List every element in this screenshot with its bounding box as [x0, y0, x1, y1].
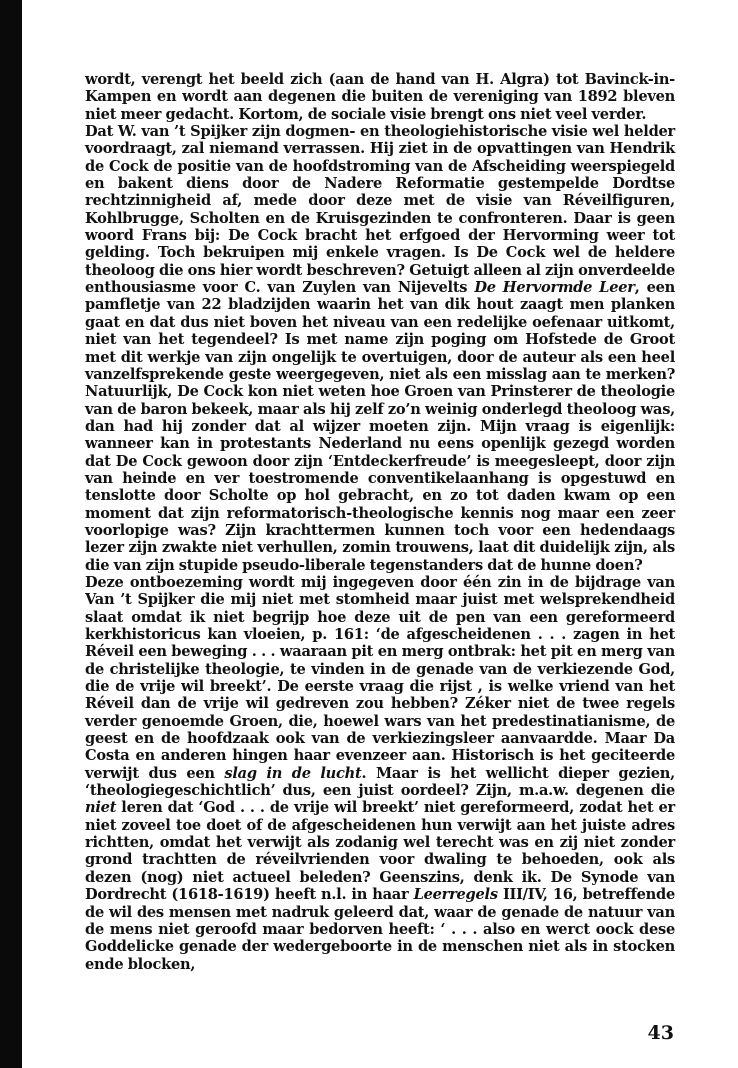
- italic-segment: slag in de lucht: [224, 764, 362, 782]
- scan-edge-shadow: [0, 0, 22, 1068]
- body-text: [85, 71, 675, 973]
- text-segment: Dat W. van ’t Spijker zijn dogmen- en theologiehistorische visie wel helder voordraagt, zal niemand verrassen. Hij ziet in de opvattingen van Hendrik de Cock de positie van de hoofdstroming van de Afscheiding weerspiegeld en bakent diens door de Nadere Reformatie gestempelde Dordtse rechtzinnigheid af, mede door deze met de visie van Réveilfiguren, Kohlbrugge, Scholten en de Kruisgezinden te confronteren. Daar is geen woord Frans bij: De Cock bracht het erfgoed der Hervorming weer tot gelding. Toch bekruipen mij enkele vragen. Is De Cock wel de heldere theoloog die ons hier wordt beschreven? Getuigt alleen al zijn onverdeelde enthousiasme voor C. van Zuylen van Nijevelts: [85, 123, 675, 297]
- text-segment: III/IV, 16, betreffende de wil des mensen met nadruk geleerd dat, waar de genade de natuur van de mens niet geroofd maar bedorven heeft: ‘ . . . also en werct oock desе Goddelicke genade der wedergeboorte in de menschen niet als in stocken ende blocken,: [85, 886, 675, 973]
- page-number: 43: [647, 1022, 674, 1044]
- paragraph: [85, 574, 675, 973]
- text-segment: leren dat ‘God . . . de vrije wil breekt’ niet gereformeerd, zodat het er niet zoveel toe doet of de afgescheidenen hun verwijt aan het juiste adres richtten, omdat het verwijt als zodanig wel terecht was en zij niet zonder grond trachtten de réveilvrienden voor dwaling te behoeden, ook als dezen (nog) niet actueel beleden? Geenszins, denk ik. De Synode van Dordrecht (1618-1619) heeft n.l. in haar: [85, 799, 675, 904]
- italic-segment: Leerregels: [413, 886, 498, 904]
- paragraph: [85, 123, 675, 574]
- italic-segment: De Hervormde Leer: [474, 279, 635, 297]
- italic-segment: niet: [85, 799, 117, 817]
- text-segment: Deze ontboezeming wordt mij ingegeven door één zin in de bijdrage van Van ’t Spijker die mij niet met stomheid maar juist met welsprekendheid slaat omdat ik niet begrijp hoe deze uit de pen van een gereformeerd kerkhistoricus kan vloeien, p. 161: ‘de afgescheidenen . . . zagen in het Réveil een beweging . . . waaraan pit en merg ontbrak: het pit en merg van de christelijke theologie, te vinden in de genade van de verkiezende God, die de vrije wil breekt’. De eerste vraag die rijst , is welke vriend van het Réveil dan de vrije wil gedreven zou hebben? Zéker niet de twee regels verder genoemde Groen, die, hoewel wars van het predestinatianisme, de geest en de hoofdzaak ook van de verkiezingsleer aanvaardde. Maar Da Costa en anderen hingen haar evenzeer aan. Historisch is het geciteerde verwijt dus een: [85, 573, 675, 782]
- text-segment: , een pamfletje van 22 bladzijden waarin het van dik hout zaagt men planken gaat en dat dus niet boven het niveau van een redelijke oefenaar uitkomt, niet van het tegendeel? Is met name zijn poging om Hofstede de Groot met dit werkje van zijn ongelijk te overtuigen, door de auteur als een heel vanzelfsprekende geste weergegeven, niet als een misslag aan te merken? Natuurlijk, De Cock kon niet weten hoe Groen van Prinsterer de theologie van de baron bekeek, maar als hij zelf zo’n weinig onderlegd theoloog was, dan had hij zonder dat al wijzer moeten zijn. Mijn vraag is eigenlijk: wanneer kan in protestants Nederland nu eens openlijk gezegd worden dat De Cock gewoon door zijn ‘Entdeckerfreude’ is meegesleept, door zijn van heinde en ver toestromende conventikelaanhang is opgestuwd en tenslotte door Scholte op hol gebracht, en zo tot daden kwam op een moment dat zijn reformatorisch-theologische kennis nog maar een zeer voorlopige was? Zijn krachttermen kunnen toch voor een hedendaags lezer zijn zwakte niet verhullen, zomin trouwens, laat dit duidelijk zijn, als die van zijn stupide pseudo-liberale tegenstanders dat de hunne doen?: [85, 279, 676, 574]
- text-segment: wordt, verengt het beeld zich (aan de hand van H. Algra) tot Bavinck-in-Kampen en wordt aan degenen die buiten de vereniging van 1892 bleven niet meer gedacht. Kortom, de sociale visie brengt ons niet veel verder.: [85, 71, 675, 123]
- paragraph: [85, 71, 675, 123]
- text-segment: . Maar is het wellicht dieper gezien, ‘theologiegeschichtlich’ dus, een juist oordeel? Zijn, m.a.w. degenen die: [85, 764, 675, 800]
